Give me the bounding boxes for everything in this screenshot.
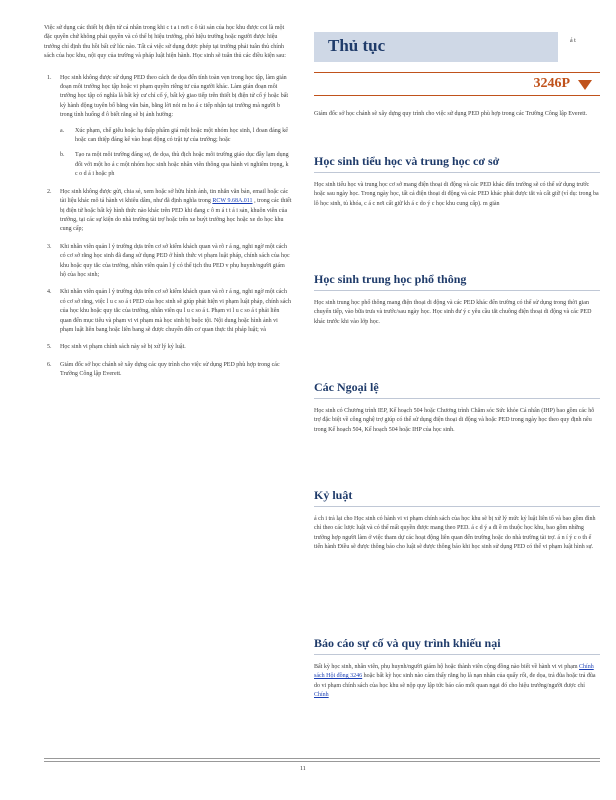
section-text: Học sinh trung học phổ thông mang điện thoại di động và các PED khác đến trường có thể sử dụng trong thời gian chuyển tiếp, vào bữa trưa và trước/sau ngày học. Học sinh đư ý c yêu cầu tắt chuông điện thoại di động và các PED khác trước khi vào lớp học. xyxy=(314,300,592,325)
sublist-item-text: Tạo ra một môi trường đáng sợ, đe dọa, thù địch hoặc môi trường giáo dục đầy lạm dụng đối với một ho á c một nhóm học sinh hoặc nhân viên thông qua hành vi nghiêm trọng, k c o d á i hoặc ph xyxy=(75,152,289,178)
footer-rule xyxy=(44,758,600,759)
section-exceptions xyxy=(314,380,600,435)
sublist-letter: b. xyxy=(60,152,65,159)
list-number: 4. xyxy=(47,289,52,296)
policy-3246-link[interactable]: Chính sách Hội đồng 3246 xyxy=(314,664,594,680)
sublist-item xyxy=(60,151,292,179)
footer-rule xyxy=(44,761,600,762)
left-column xyxy=(44,0,292,380)
list-item-text: Học sinh vi phạm chính sách này sẽ bị xử lý kỷ luật. xyxy=(60,344,186,351)
sublist-item-text: Xúc phạm, chế giễu hoặc hạ thấp phẩm giá một hoặc một nhóm học sinh, l đoan đáng kể hoặc can thiệp đáng kể vào hoạt động có trật tự của trường; hoặc xyxy=(75,127,288,144)
list-item-text: Giám đốc sở học chánh sẽ xây dựng các quy trình cho việc sử dụng PED phù hợp trong các Trường Công lập Everett. xyxy=(60,361,280,378)
list-item-text: Khi nhân viên quản l ý trường dựa trên cơ sở kiểm khách quan và rõ r á ng, nghi ngờ một cách có cơ sở rằng, việc l u c so á t PED của học sinh sẽ giúp phát hiện vi phạm luật pháp, chính sách của học khu hoặc quy tắc của trường, nhân viên qu l u c so á t. Phạm vi l u c so á t phải liên quan đến mục tiêu và phạm vi vi phạm mà học sinh bị buộc tội. Nội dung hoặc hình ảnh vi phạm luật liên bang hoặc liên bang sẽ được chuyển đến cơ quan thực thi pháp luật; và xyxy=(60,289,291,333)
list-item xyxy=(44,243,292,281)
list-number: 3. xyxy=(47,243,52,250)
procedure-intro: Giám đốc sở học chánh sẽ xây dựng quy trình cho việc sử dụng PED phù hợp trong các Trường Công lập Everett. xyxy=(314,111,588,117)
section-elementary-middle xyxy=(314,154,600,209)
reporting-text-b: hoặc bất kỳ học sinh nào cảm thấy rằng họ là nạn nhân của quấy rối, đe dọa, trả đũa hoặc trả đũa do vi phạm chính sách của học khu sẽ nộp quy lập tức báo cáo mối quan ngại đó cho hiệu trưởng/người được chỉ xyxy=(314,673,596,689)
list-item-text: Học sinh không được gửi, chia sẻ, xem hoặc sở hữu hình ảnh, tin nhắn văn bản, email hoặc các tài liệu khác mô tả hành vi khiêu dâm, như đã định nghĩa trong xyxy=(60,188,289,205)
list-number: 5. xyxy=(47,344,52,351)
list-number: 6. xyxy=(47,361,52,368)
section-text: Học sinh có Chương trình IEP, Kế hoạch 504 hoặc Chương trình Chăm sóc Sức khỏe Cá nhân (IHP) bao gồm các hỗ trợ đặc biệt về công nghệ trợ giúp có thể sử dụng điện thoại di động và hoặc PED trong ngày học theo quy định nêu trong Kế hoạch 504, Kế hoạch 504 hoặc IHP của học sinh. xyxy=(314,408,595,433)
list-number: 2. xyxy=(47,188,52,195)
list-item xyxy=(44,188,292,235)
page-title: Thủ tục xyxy=(328,36,386,55)
section-text: Học sinh tiểu học và trung học cơ sở mang điện thoại di động và các PED khác đến trường sẽ có thể sử dụng trước hoặc sau ngày học. Trong ngày học, tất cả điện thoại di động và các PED khác phải được tắt và cất giữ (ví dụ: trong ba lô học sinh, tủ khóa, c á c nơi cất giữ kh á c do ý c học khu cung cấp). m giàn xyxy=(314,182,599,207)
chinh-link[interactable]: Chính xyxy=(314,692,329,699)
section-heading: Kỷ luật xyxy=(314,488,600,507)
section-reporting xyxy=(314,636,600,701)
reporting-text-a: Bất kỳ học sinh, nhân viên, phụ huynh/người giám hộ hoặc thành viên cộng đồng nào biết về hành vi vi phạm xyxy=(314,664,578,670)
sublist xyxy=(60,127,292,180)
list-number: 1. xyxy=(47,74,52,81)
section-heading: Các Ngoại lệ xyxy=(314,380,600,399)
sublist-item xyxy=(60,127,292,146)
section-heading: Học sinh tiểu học và trung học cơ sở xyxy=(314,154,600,173)
list-item xyxy=(44,343,292,352)
section-discipline xyxy=(314,488,600,553)
title-right-fragment: á t xyxy=(570,38,576,44)
section-text xyxy=(314,663,600,701)
section-text: á ch i trả lại cho Học sinh có hành vi vi phạm chính sách của học khu sẽ bị xử lý mức kỷ luật liên tố và bao gồm đình chỉ theo các lược luật và có thể mất quyền được mang theo PED. á c d ý a đi ề m thuộc học khu, bao gồm những trường hợp người làm ở việc tham dự các hoạt động liên quan đến trường hoặc do nhà trường tài trợ. á n í ý c o th ể tiến hành Điều sẽ được thông báo cho luật sẽ được thông báo khi học sinh sử dụng PED có thể vi phạm luật hình sự. xyxy=(314,516,596,551)
section-high-school xyxy=(314,272,600,327)
policy-code: 3246P xyxy=(533,76,570,91)
sublist-letter: a. xyxy=(60,127,65,134)
section-heading: Học sinh trung học phổ thông xyxy=(314,272,600,291)
conditions-list xyxy=(44,74,292,380)
left-intro: Việc sử dụng các thiết bị điện tử cá nhân trong khi c t a i nơi c ô tài sản của học khu được coi là một đặc quyền chứ không phải quyền và có thể bị hiệu trưởng, phó hiệu trưởng hoặc người được hiệu trưởng chỉ định thu hồi bất cứ lúc nào. Tất cả việc sử dụng được phép tại trường phải tuân thủ chính sách của học khu, nội quy của trường và pháp luật hiện hành. Học sinh sẽ tuân thủ các điều kiện sau: xyxy=(44,25,286,60)
triangle-down-icon xyxy=(578,80,592,90)
page-number: 11 xyxy=(300,766,306,772)
procedure-title-band xyxy=(314,32,558,62)
list-item xyxy=(44,74,292,180)
list-item-text: Học sinh không được sử dụng PED theo cách đe dọa đến tính toàn vẹn trong học tập, làm gián đoạn môi trường học tập hoặc vi phạm quyền riêng tư của người khác. Làm gián đoạn môi trường học tập có nghĩa là bất kỳ cư chỉ cố ý, bất kỳ giao tiếp trên thiết bị điện tử cố ý hoặc bất kỳ hành động tuyên bố bằng văn bản, bằng lời nói m ho á c tiếp nhận tại trường mà người b trong tình huống đ ô biết rằng sẽ bị ảnh hưởng: xyxy=(60,74,289,119)
list-item xyxy=(44,288,292,335)
list-item-text-cont: , trong các thiết bị điện tử hoặc bất kỳ hình thức nào khác trên PED khi đang c ô m á t t á i sản, khuôn viên của trường, tại các sự kiện do nhà trường tài trợ hoặc trên xe buýt trường học hoặc xe do học khu cung cấp; xyxy=(60,198,292,233)
rcw-link[interactable]: RCW 9.68A.011 xyxy=(212,198,253,205)
list-item-text: Khi nhân viên quản l ý trường dựa trên cơ sở kiểm khách quan và rõ r á ng, nghi ngờ một cách có cơ sở rằng học sinh đã đang sử dụng PED ở hình thức vi phạm luật pháp, chính sách của học khu hoặc quy tắc của trường, nhân viên quản l ý có thể tịch thu PED v phụ huynh/người giám hộ của học sinh; xyxy=(60,243,290,278)
policy-code-bar xyxy=(314,72,600,96)
section-heading: Báo cáo sự cố và quy trình khiếu nại xyxy=(314,636,600,655)
list-item xyxy=(44,361,292,380)
